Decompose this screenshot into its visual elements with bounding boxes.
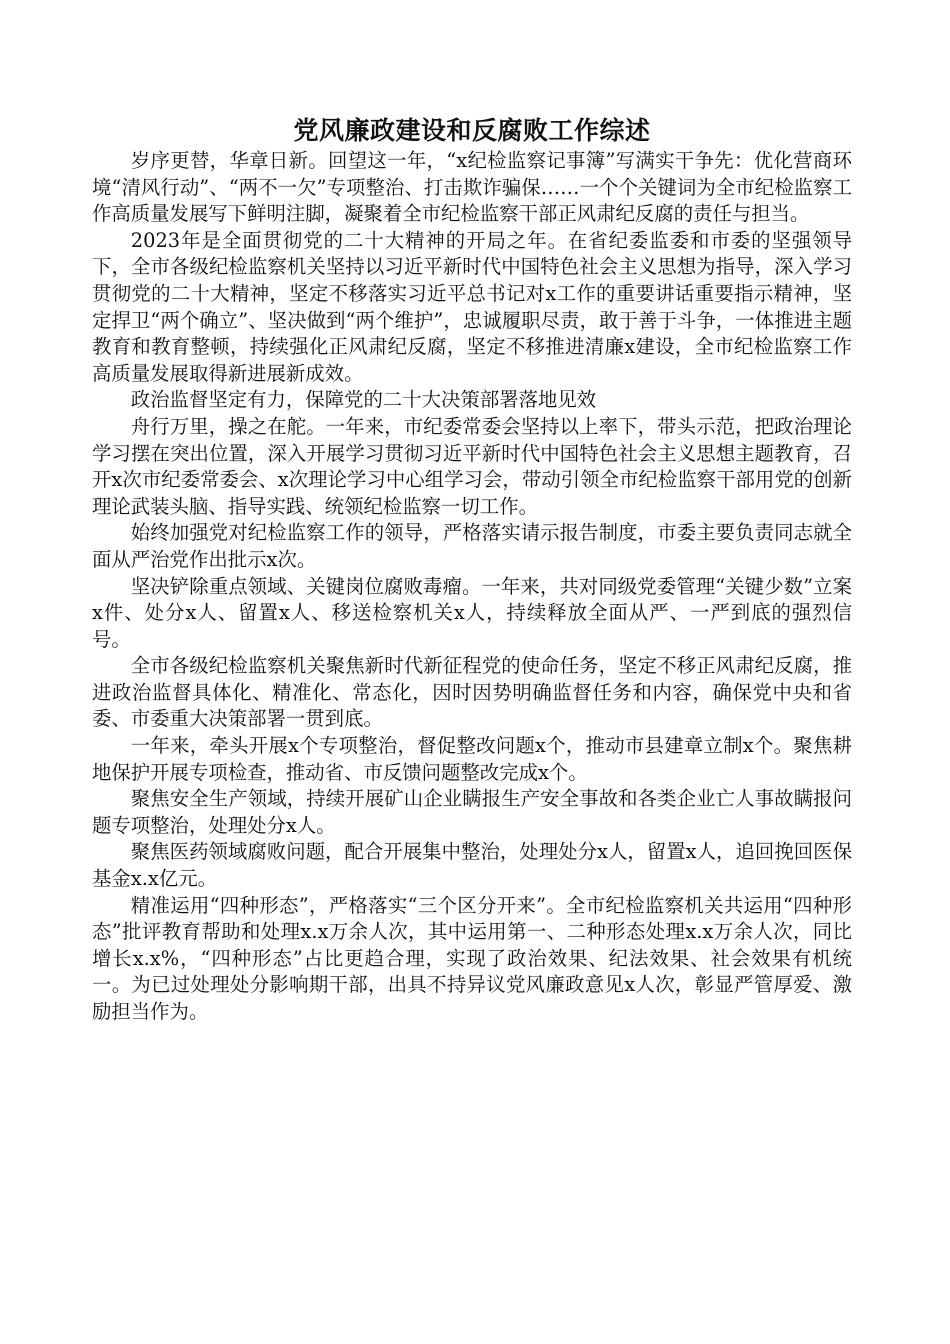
paragraph-special-rectification: 一年来，牵头开展x个专项整治，督促整改问题x个，推动市县建章立制x个。聚焦耕地保护开展专项检查，推动省、市反馈问题整改完成x个。	[92, 734, 852, 784]
paragraph-intro: 岁序更替，华章日新。回望这一年，“x纪检监察记事簿”写满实干争先：优化营商环境“清风行动”、“两不一欠”专项整治、打击欺诈骗保……一个个关键词为全市纪检监察工作高质量发展写下鲜明注脚，凝聚着全市纪检监察干部正风肃纪反腐的责任与担当。	[92, 149, 852, 226]
paragraph-work-safety: 聚焦安全生产领域，持续开展矿山企业瞒报生产安全事故和各类企业亡人事故瞒报问题专项整治，处理处分x人。	[92, 787, 852, 837]
paragraph-mission-tasks: 全市各级纪检监察机关聚焦新时代新征程党的使命任务，坚定不移正风肃纪反腐，推进政治监督具体化、精准化、常态化，因时因势明确监督任务和内容，确保党中央和省委、市委重大决策部署一贯到底。	[92, 654, 852, 731]
paragraph-anti-corruption: 坚决铲除重点领域、关键岗位腐败毒瘤。一年来，共对同级党委管理“关键少数”立案x件、处分x人、留置x人、移送检察机关x人，持续释放全面从严、一严到底的强烈信号。	[92, 574, 852, 651]
paragraph-overview: 2023年是全面贯彻党的二十大精神的开局之年。在省纪委监委和市委的坚强领导下，全市各级纪检监察机关坚持以习近平新时代中国特色社会主义思想为指导，深入学习贯彻党的二十大精神，坚定不移落实习近平总书记对x工作的重要讲话重要指示精神，坚定捍卫“两个确立”、坚决做到“两个维护”，忠诚履职尽责，敢于善于斗争，一体推进主题教育和教育整顿，持续强化正风肃纪反腐，坚定不移推进清廉x建设，全市纪检监察工作高质量发展取得新进展新成效。	[92, 228, 852, 385]
paragraph-medical-corruption: 聚焦医药领域腐败问题，配合开展集中整治，处理处分x人，留置x人，追回挽回医保基金x.x亿元。	[92, 840, 852, 891]
document-page	[92, 114, 852, 1026]
paragraph-four-forms: 精准运用“四种形态”，严格落实“三个区分开来”。全市纪检监察机关共运用“四种形态”批评教育帮助和处理x.x万余人次，其中运用第一、二种形态处理x.x万余人次，同比增长x.x%，“四种形态”占比更趋合理，实现了政治效果、纪法效果、社会效果有机统一。为已过处理处分影响期干部，出具不持异议党风廉政意见x人次，彰显严管厚爱、激励担当作为。	[92, 893, 852, 1023]
paragraph-party-leadership: 始终加强党对纪检监察工作的领导，严格落实请示报告制度，市委主要负责同志就全面从严治党作出批示x次。	[92, 521, 852, 571]
section-heading-political-supervision: 政治监督坚定有力，保障党的二十大决策部署落地见效	[130, 388, 597, 412]
paragraph-theory-study: 舟行万里，操之在舵。一年来，市纪委常委会坚持以上率下，带头示范，把政治理论学习摆在突出位置，深入开展学习贯彻习近平新时代中国特色社会主义思想主题教育，召开x次市纪委常委会、x次理论学习中心组学习会，带动引领全市纪检监察干部用党的创新理论武装头脑、指导实践、统领纪检监察一切工作。	[92, 414, 852, 518]
document-title: 党风廉政建设和反腐败工作综述	[293, 116, 651, 145]
